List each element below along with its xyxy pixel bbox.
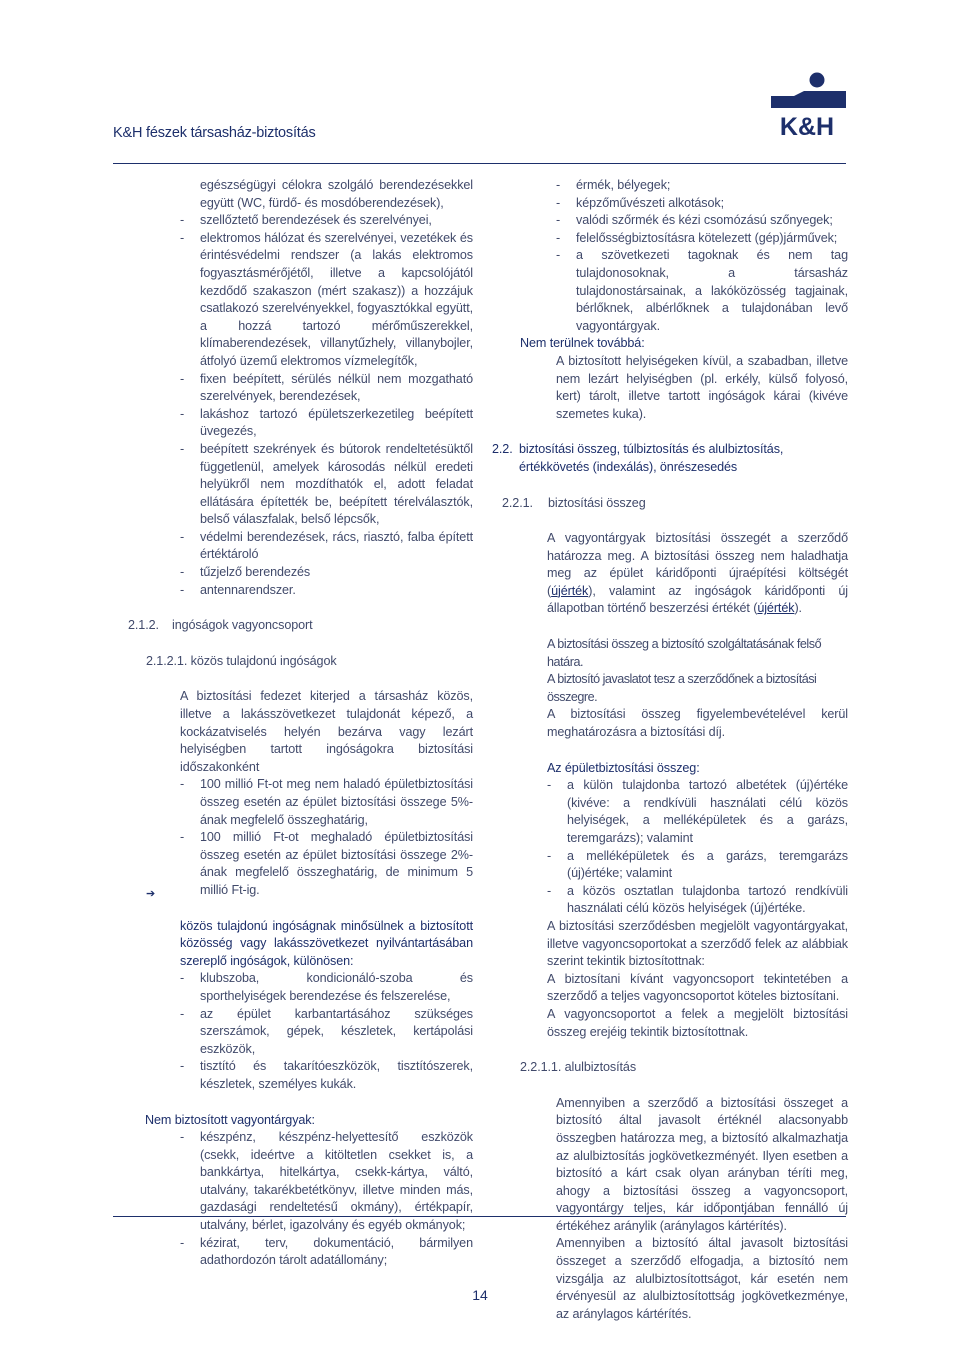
list-item: - beépített szekrények és bútorok rendeltetésüktől függetlenül, amelyek károsodás nélkül eredeti helyükről nem mozdíthatók el, adott feladat ellátására építették be, beépített térelválasztók, belső válaszfalak, belső lépcsők,: [180, 441, 473, 527]
list-item: - 100 millió Ft-ot meghaladó épületbiztosítási összeg esetén az épület biztosítási összege 2%-ának megfelelő összeghatárig, de minimum 5 millió Ft-ig.: [180, 830, 473, 897]
common-property-highlight: közös tulajdonú ingóságnak minősülnek a biztosított közösség vagy lakásszövetkezet nyilvántartásában szereplő ingóságok, különösen:: [180, 918, 473, 968]
underinsurance-text: Amennyiben a szerződő a biztosítási összeget a biztosító által javasolt értéknél alacsonyabb összegben határozza meg, a biztosító alkalmazhatja az alulbiztosítás jogkövetkezményét. Ilyen esetben a biztosító a kárt csak olyan arányban téríti meg, ahogy a biztosítási összeg a vagyoncsoport, vagyontárgy teljes, kár időpontjában fennálló új értékéhez aránylik (aránylagos kártérítés).: [556, 1095, 848, 1233]
list-item: - klubszoba, kondicionáló-szoba és sporthelyiségek berendezése és felszerelése,: [180, 971, 473, 1003]
logo-shape: [771, 91, 846, 108]
kh-logo: [766, 72, 848, 138]
group-limit-text: A vagyoncsoportot a felek a megjelölt biztosítási összeg erejéig tekintik biztosítottnak.: [547, 1006, 848, 1039]
arrow-icon: ➔: [146, 888, 156, 900]
list-item: - tisztító és takarítóeszközök, tisztítószerek, készletek, személyes kukák.: [180, 1059, 473, 1091]
sum-insured-paragraph: A vagyontárgyak biztosítási összegét a szerződő határozza meg. A biztosítási összeg nem haladhatja meg az épület káridőponti újraépítési költségét (újérték), valamint az ingóságok káridőponti új állapotban történő beszerzési értékét (újérték).: [547, 531, 848, 616]
list-item: - 100 millió Ft-ot meg nem haladó épületbiztosítási összeg esetén az épület biztosítási összege 5%-ának megfelelő összeghatárig,: [180, 777, 473, 827]
list-item: - tűzjelző berendezés: [180, 565, 311, 580]
right-column: [492, 177, 848, 1323]
page-number: 14: [472, 1287, 488, 1303]
not-covered-title: Nem terülnek továbbá:: [520, 336, 645, 351]
not-covered-text: A biztosított helyiségeken kívül, a szabadban, illetve nem lezárt helyiségben (pl. erkély, külső folyosó, kert) tárolt, illetve tartott ingóságok kárai (kivéve szemetes kuka).: [556, 353, 848, 421]
list-item: - kézirat, terv, dokumentáció, bármilyen adathordozón tárolt adatállomány;: [180, 1235, 473, 1268]
section-221-heading: 2.2.1. biztosítási összeg: [502, 495, 646, 510]
list-item: - a melléképületek és a garázs, teremgarázs (új)értéke; valamint: [547, 848, 848, 881]
upper-limit-text: A biztosítási összeg a biztosító szolgáltatásának felső határa.: [547, 637, 822, 669]
footer-rule: [113, 1216, 846, 1217]
contract-assets-text: A biztosítási szerződésben megjelölt vagyontárgyakat, illetve vagyoncsoportokat a szerződő felek az alábbiak szerint tekintik biztosítottnak:: [547, 918, 848, 969]
full-group-text: A biztosítani kívánt vagyoncsoport tekintetében a szerződő a teljes vagyoncsoportot köteles biztosítani.: [547, 971, 848, 1004]
logo-text: K&H: [779, 113, 835, 138]
coverage-paragraph: A biztosítási fedezet kiterjed a társasház közös, illetve a lakásszövetkezet tulajdonát képező, a kockázatviselés helyén bezárva vagy lezárt helyiségben tartott ingóságokra biztosítási időszakonként: [180, 689, 473, 774]
list-item: - felelősségbiztosításra kötelezett (gép)járművek;: [556, 230, 838, 245]
list-item: - képzőművészeti alkotások;: [556, 195, 724, 210]
list-item: - a külön tulajdonba tartozó albetétek (új)értéke (kivéve: a rendkívüli használati célú közös helyiségek, a melléképületek és a garázs, teremgarázs); valamint: [547, 778, 848, 845]
list-item: - a szövetkezeti tagoknak és nem tag tulajdonosoknak, a társasház tulajdonostársainak, a lakóközösség tagjainak, bérlőknek, albérlőknek a tulajdonában levő vagyontárgyak.: [556, 248, 848, 333]
section-212-heading: 2.1.2. ingóságok vagyoncsoport: [128, 618, 313, 633]
list-item: - fixen beépített, sérülés nélkül nem mozgatható szerelvények, berendezések,: [180, 371, 473, 404]
building-sum-title: Az épületbiztosítási összeg:: [547, 760, 700, 775]
list-item: - készpénz, készpénz-helyettesítő eszközök (csekk, ideértve a kitöltetlen csekket is, a bankkártya, hitelkártya, csekk-kártya, váltó, utalvány, takarékbetétkönyv, illetve minden más, gazdasági rendeltetésű okmány), értékpapír, utalvány, bérlet, igazolvány és egyéb okmányok;: [180, 1130, 473, 1233]
proposal-text: A biztosító javaslatot tesz a szerződőnek a biztosítási összegre.: [547, 672, 817, 704]
accepted-proposal-text: Amennyiben a biztosító által javasolt biztosítási összeget a szerződő elfogadja, a biztosító nem vizsgálja az alulbiztosítottságot, kár esetén nem érvényesül az alulbiztosítottság jogkövetkezménye, az aránylagos kártérítés.: [556, 1236, 848, 1321]
list-item: - a közös osztatlan tulajdonba tartozó rendkívüli használati célú közös helyiségek (új)értéke.: [547, 883, 848, 916]
section-22-heading: 2.2. biztosítási összeg, túlbiztosítás és alulbiztosítás, értékkövetés (indexálás), önrészesedés: [492, 442, 784, 474]
not-insured-title: Nem biztosított vagyontárgyak:: [145, 1112, 315, 1127]
list-item: - érmék, bélyegek;: [556, 178, 671, 192]
list-item: - az épület karbantartásához szükséges szerszámok, gépek, készletek, kertápolási eszközök,: [180, 1006, 473, 1056]
left-intro: egészségügyi célokra szolgáló berendezésekkel együtt (WC, fürdő- és mosdóberendezések),: [200, 178, 473, 210]
header-title: K&H fészek társasház-biztosítás: [113, 125, 316, 141]
list-item: - védelmi berendezések, rács, riasztó, falba épített értéktároló: [180, 529, 473, 562]
list-item: - szellőztető berendezések és szerelvényei,: [180, 213, 432, 228]
logo-circle: [810, 73, 825, 88]
header-rule: [113, 163, 846, 164]
list-item: - lakáshoz tartozó épületszerkezetileg beépített üvegezés,: [180, 406, 473, 439]
list-item: - valódi szőrmék és kézi csomózású szőnyegek;: [556, 213, 833, 228]
premium-text: A biztosítási összeg figyelembevételével kerül meghatározásra a biztosítási díj.: [547, 707, 848, 740]
list-item: - elektromos hálózat és szerelvényei, vezetékek és érintésvédelmi rendszer (a lakás elektromos fogyasztásmérőjétől, illetve a kapcsolójától kezdődő szakaszon (mért szakasz)) a hozzájuk csatlakozó szerelvényekkel, fogyasztókkal együtt, a hozzá tartozó mérőműszerekkel, klímaberendezések, villanytűzhely, villanybojler, átfolyó üzemű elektromos vízmelegítők,: [180, 230, 473, 368]
section-2211-heading: 2.2.1.1. alulbiztosítás: [520, 1060, 637, 1075]
section-2121-heading: 2.1.2.1. közös tulajdonú ingóságok: [146, 653, 337, 668]
list-item: - antennarendszer.: [180, 582, 296, 597]
left-column: [128, 177, 473, 1270]
